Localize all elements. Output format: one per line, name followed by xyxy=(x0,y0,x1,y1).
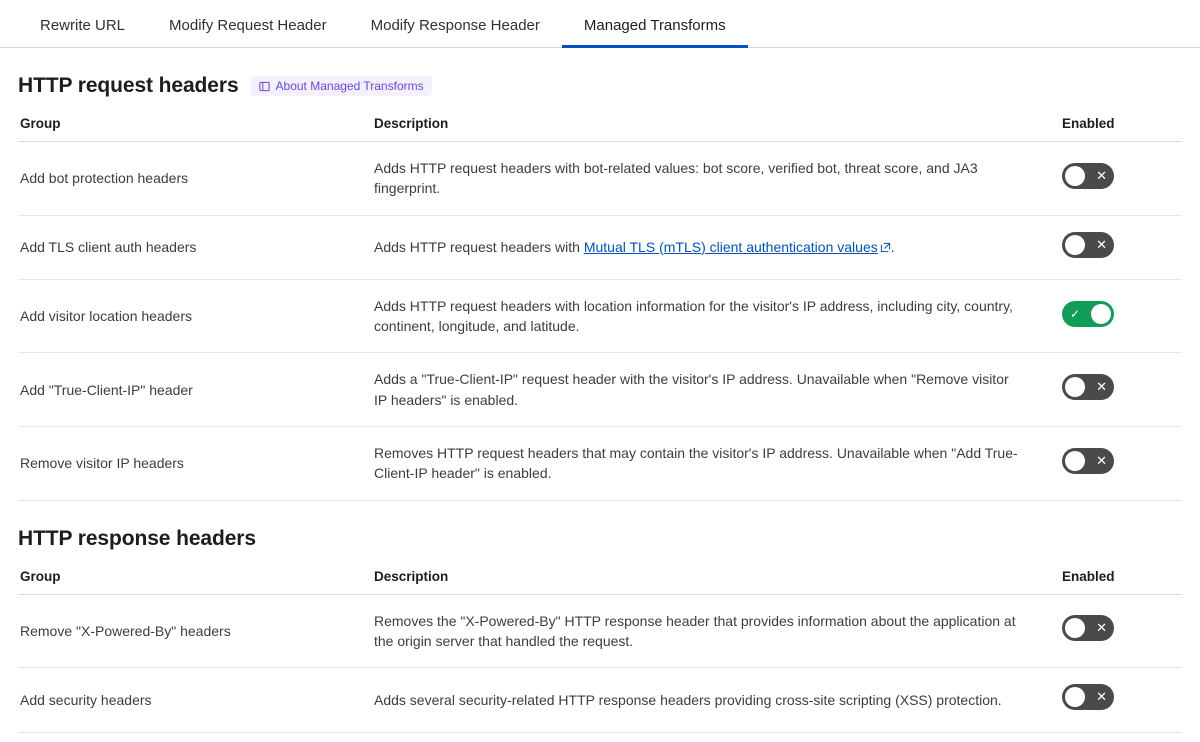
toggle-add-tls-client-auth-headers[interactable] xyxy=(1062,232,1114,258)
toggle-knob xyxy=(1065,166,1085,186)
table-row xyxy=(18,668,1182,732)
row-description: Adds a "True-Client-IP" request header with the visitor's IP address. Unavailable when "Remove visitor IP headers" is enabled. xyxy=(374,353,1062,427)
row-description-text-before: Adds HTTP request headers with xyxy=(374,238,584,255)
external-link-icon xyxy=(880,240,891,256)
row-description-text-after: . xyxy=(890,238,895,255)
column-header-group: Group xyxy=(18,563,374,595)
about-managed-transforms-button[interactable] xyxy=(251,76,432,96)
column-header-description: Description xyxy=(374,110,1062,142)
row-enabled-cell xyxy=(1062,279,1182,353)
row-description: Adds several security-related HTTP response headers providing cross-site scripting (XSS) protection. xyxy=(374,668,1062,732)
tab-bar xyxy=(0,0,1200,48)
toggle-knob xyxy=(1091,304,1111,324)
row-description xyxy=(374,215,1062,279)
table-row xyxy=(18,215,1182,279)
tab-rewrite-url[interactable]: Rewrite URL xyxy=(40,17,126,34)
toggle-remove-x-powered-by-headers[interactable] xyxy=(1062,615,1114,641)
column-header-enabled: Enabled xyxy=(1062,563,1182,595)
toggle-off-icon: ✕ xyxy=(1096,452,1107,468)
column-header-enabled: Enabled xyxy=(1062,110,1182,142)
row-group-label: Add visitor location headers xyxy=(18,279,374,353)
row-enabled-cell xyxy=(1062,353,1182,427)
toggle-off-icon: ✕ xyxy=(1096,379,1107,395)
response-headers-table xyxy=(18,563,1182,733)
table-row xyxy=(18,279,1182,353)
toggle-off-icon: ✕ xyxy=(1096,620,1107,636)
row-enabled-cell xyxy=(1062,668,1182,732)
toggle-off-icon: ✕ xyxy=(1096,236,1107,252)
row-description: Adds HTTP request headers with location information for the visitor's IP address, including city, country, continent, longitude, and latitude. xyxy=(374,279,1062,353)
toggle-add-bot-protection-headers[interactable] xyxy=(1062,163,1114,189)
row-description: Removes the "X-Powered-By" HTTP response header that provides information about the application at the origin server that handled the request. xyxy=(374,594,1062,668)
toggle-knob xyxy=(1065,451,1085,471)
toggle-add-security-headers[interactable] xyxy=(1062,684,1114,710)
tab-modify-request-header[interactable]: Modify Request Header xyxy=(169,17,327,34)
http-response-headers-section xyxy=(0,501,1200,733)
book-icon xyxy=(259,81,270,92)
tab-managed-transforms[interactable]: Managed Transforms xyxy=(562,18,748,48)
table-row xyxy=(18,594,1182,668)
row-description: Removes HTTP request headers that may contain the visitor's IP address. Unavailable when "Add True-Client-IP header" is enabled. xyxy=(374,427,1062,501)
toggle-knob xyxy=(1065,687,1085,707)
row-enabled-cell xyxy=(1062,427,1182,501)
row-description: Adds HTTP request headers with bot-related values: bot score, verified bot, threat score, and JA3 fingerprint. xyxy=(374,142,1062,216)
row-group-label: Remove "X-Powered-By" headers xyxy=(18,594,374,668)
response-section-title: HTTP response headers xyxy=(18,526,256,550)
request-section-header xyxy=(18,48,1182,110)
toggle-knob xyxy=(1065,377,1085,397)
column-header-description: Description xyxy=(374,563,1062,595)
row-enabled-cell xyxy=(1062,142,1182,216)
table-header-row xyxy=(18,110,1182,142)
mutual-tls-link[interactable]: Mutual TLS (mTLS) client authentication values xyxy=(583,238,878,255)
toggle-add-visitor-location-headers[interactable] xyxy=(1062,301,1114,327)
toggle-off-icon: ✕ xyxy=(1096,689,1107,705)
toggle-add-true-client-ip-header[interactable] xyxy=(1062,374,1114,400)
row-group-label: Remove visitor IP headers xyxy=(18,427,374,501)
table-row xyxy=(18,353,1182,427)
response-section-header xyxy=(18,501,1182,563)
toggle-knob xyxy=(1065,618,1085,638)
table-row xyxy=(18,142,1182,216)
row-enabled-cell xyxy=(1062,215,1182,279)
row-group-label: Add "True-Client-IP" header xyxy=(18,353,374,427)
request-section-title: HTTP request headers xyxy=(18,74,239,97)
row-group-label: Add bot protection headers xyxy=(18,142,374,216)
row-enabled-cell xyxy=(1062,594,1182,668)
table-header-row xyxy=(18,563,1182,595)
tab-modify-response-header[interactable]: Modify Response Header xyxy=(370,17,540,34)
row-group-label: Add TLS client auth headers xyxy=(18,215,374,279)
toggle-remove-visitor-ip-headers[interactable] xyxy=(1062,448,1114,474)
column-header-group: Group xyxy=(18,110,374,142)
toggle-knob xyxy=(1065,235,1085,255)
http-request-headers-section xyxy=(0,48,1200,501)
row-group-label: Add security headers xyxy=(18,668,374,732)
table-row xyxy=(18,427,1182,501)
toggle-on-icon: ✓ xyxy=(1070,306,1081,321)
request-headers-table xyxy=(18,110,1182,501)
toggle-off-icon: ✕ xyxy=(1096,167,1107,183)
about-managed-transforms-label: About Managed Transforms xyxy=(275,79,424,93)
